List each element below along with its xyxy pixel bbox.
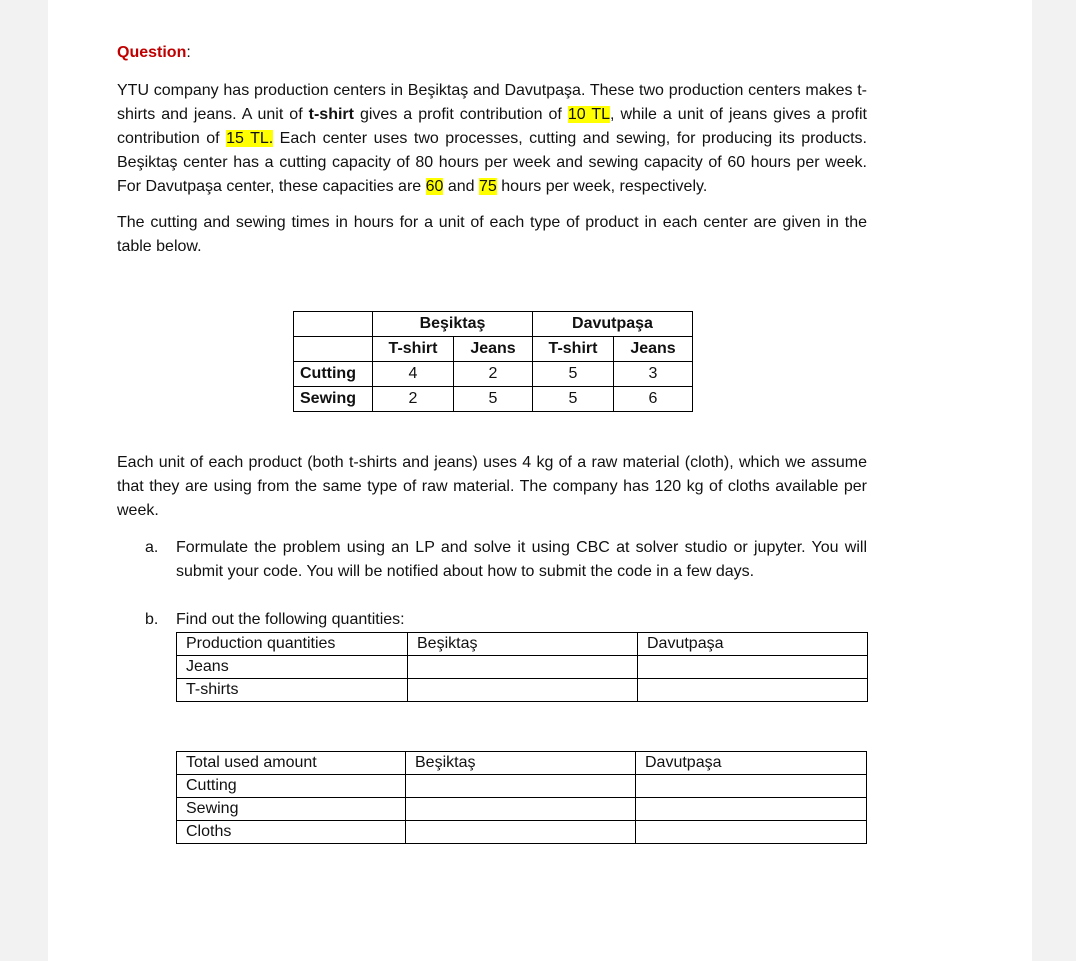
table-row [177, 821, 867, 844]
problem-description: YTU company has production centers in Beşiktaş and Davutpaşa. These two production centers makes t-shirts and jeans. A unit of t-shirt gives a profit contribution of 10 TL, while a unit of jeans gives a profit contribution of 15 TL. Each center uses two processes, cutting and sewing, for producing its products. Beşiktaş center has a cutting capacity of 80 hours per week and sewing capacity of 60 hours per week. For Davutpaşa center, these capacities are 60 and 75 hours per week, respectively. [117, 82, 867, 195]
table-cell: 2 [454, 362, 533, 387]
empty-label-cell [294, 337, 373, 362]
bold-tshirt: t-shirt [308, 106, 354, 123]
table-cell: 5 [533, 387, 614, 412]
highlight-60: 60 [425, 178, 444, 195]
question-title: Question: [117, 44, 191, 61]
highlight-15tl: 15 TL. [226, 130, 274, 147]
list-marker-b: b. [145, 611, 159, 628]
table-cell: 4 [373, 362, 454, 387]
header-cell: Davutpaşa [638, 633, 868, 656]
table-row [177, 798, 867, 821]
row-label: Cloths [177, 821, 406, 844]
row-label: Jeans [177, 656, 408, 679]
empty-answer-cell [408, 679, 638, 702]
processing-times-table [293, 311, 693, 412]
table-intro: The cutting and sewing times in hours for a unit of each type of product in each center are given in the table below. [117, 214, 867, 255]
table-cell: 5 [454, 387, 533, 412]
empty-answer-cell [406, 798, 636, 821]
empty-answer-cell [406, 821, 636, 844]
table-cell: 3 [614, 362, 693, 387]
table-row [177, 656, 868, 679]
question-section [117, 41, 867, 259]
row-label: Cutting [177, 775, 406, 798]
row-label: T-shirts [177, 679, 408, 702]
product-header: Jeans [454, 337, 533, 362]
highlight-10tl: 10 TL [567, 106, 611, 123]
product-header: Jeans [614, 337, 693, 362]
row-label: Sewing [294, 387, 373, 412]
table-cell: 2 [373, 387, 454, 412]
header-cell: Beşiktaş [408, 633, 638, 656]
header-cell: Davutpaşa [636, 752, 867, 775]
header-cell: Total used amount [177, 752, 406, 775]
product-header: T-shirt [533, 337, 614, 362]
empty-answer-cell [636, 821, 867, 844]
part-b [145, 608, 867, 632]
production-quantities-table [176, 632, 868, 702]
empty-answer-cell [638, 679, 868, 702]
highlight-75: 75 [479, 178, 497, 195]
part-a-text: Formulate the problem using an LP and solve it using CBC at solver studio or jupyter. You will submit your code. You will be notified about how to submit the code in a few days. [176, 539, 867, 580]
raw-material-paragraph: Each unit of each product (both t-shirts and jeans) uses 4 kg of a raw material (cloth), which we assume that they are using from the same type of raw material. The company has 120 kg of cloths available per week. [117, 454, 867, 519]
header-cell: Production quantities [177, 633, 408, 656]
list-marker-a: a. [145, 539, 159, 556]
empty-corner-cell [294, 312, 373, 337]
table-row [177, 775, 867, 798]
empty-answer-cell [408, 656, 638, 679]
table-header-row [177, 752, 867, 775]
empty-answer-cell [636, 798, 867, 821]
part-a [145, 536, 867, 584]
table-cell: 5 [533, 362, 614, 387]
center-header-davutpasa: Davutpaşa [533, 312, 693, 337]
row-label: Cutting [294, 362, 373, 387]
table-row-sewing [294, 387, 693, 412]
center-header-besiktas: Beşiktaş [373, 312, 533, 337]
empty-answer-cell [636, 775, 867, 798]
table-header-row [177, 633, 868, 656]
row-label: Sewing [177, 798, 406, 821]
empty-answer-cell [406, 775, 636, 798]
header-cell: Beşiktaş [406, 752, 636, 775]
empty-answer-cell [638, 656, 868, 679]
table-cell: 6 [614, 387, 693, 412]
table-row [177, 679, 868, 702]
part-b-text: Find out the following quantities: [176, 611, 405, 628]
product-header: T-shirt [373, 337, 454, 362]
table-row-cutting [294, 362, 693, 387]
total-used-amount-table [176, 751, 867, 844]
